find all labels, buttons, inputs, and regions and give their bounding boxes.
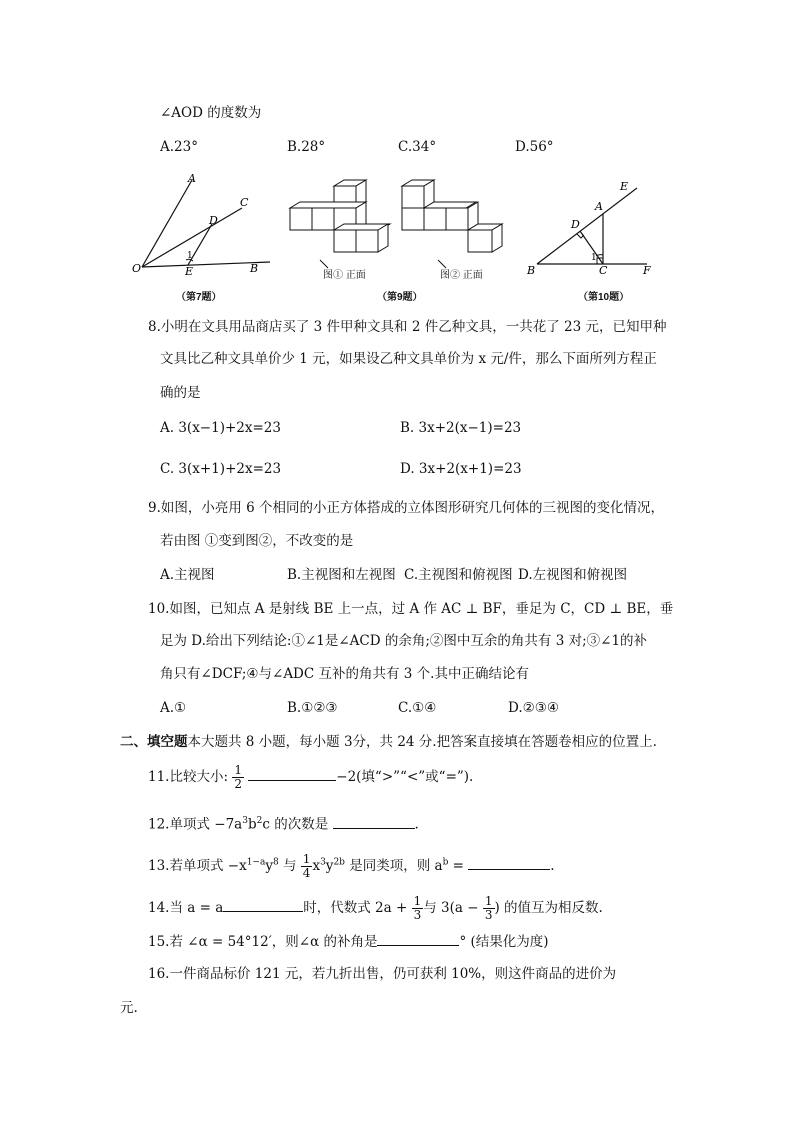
q10-line-3: 角只有∠DCF;④与∠ADC 互补的角共有 3 个.其中正确结论有	[160, 666, 529, 682]
section-2-heading	[120, 733, 657, 751]
q9-option-d: D.左视图和俯视图	[518, 567, 628, 583]
fig10-label-d: D	[571, 218, 580, 231]
fig9-caption: （第9题）	[377, 292, 423, 303]
q10-line-1: 10.如图，已知点 A 是射线 BE 上一点，过 A 作 AC ⊥ BF，垂足为 C，CD ⊥ BE，垂	[148, 601, 674, 617]
q9-option-c: C.主视图和俯视图	[404, 567, 513, 583]
q12-answer-blank[interactable]	[333, 816, 415, 829]
fig10-label-e: E	[620, 180, 629, 193]
fig10-label-b: B	[527, 264, 536, 276]
fig7-label-b: B	[250, 262, 259, 275]
q11-answer-blank[interactable]	[248, 768, 336, 781]
q16-line-1: 16.一件商品标价 121 元，若九折出售，仍可获利 10%，则这件商品的进价为	[148, 966, 617, 982]
q11-fraction: $\frac{1}{2}$	[234, 763, 242, 791]
fig9-label-1: 图① 正面	[323, 270, 366, 281]
fig10-label-f: F	[643, 264, 651, 276]
q16-line-2: 元.	[120, 1000, 138, 1016]
q7-stem-tail: ∠AOD 的度数为	[160, 105, 262, 121]
q8-line-2: 文具比乙种文具单价少 1 元，如果设乙种文具单价为 x 元/件，那么下面所列方程正	[160, 351, 657, 367]
q8-option-c: C. 3(x+1)+2x=23	[160, 461, 282, 477]
q10-option-d: D.②③④	[508, 700, 559, 716]
figure-q10-triangle	[525, 176, 665, 276]
q13-fraction: $\frac{1}{4}$	[302, 852, 311, 880]
q15-answer-blank[interactable]	[377, 933, 459, 946]
figure-q9-cubes-2	[398, 178, 513, 278]
fig7-label-d: D	[209, 214, 218, 227]
q12: 12.单项式 $-7a^3b^2c$ 的次数是 .	[148, 816, 419, 833]
fig10-label-1: 1	[591, 253, 597, 263]
q9-line-1: 9.如图，小亮用 6 个相同的小正方体搭成的立体图形研究几何体的三视图的变化情况，	[148, 500, 665, 516]
fig10-caption: （第10题）	[578, 292, 630, 303]
fig10-label-a: A	[595, 200, 603, 213]
q8-line-3: 确的是	[160, 385, 201, 401]
fig7-label-1: 1	[187, 251, 193, 261]
q10-option-c: C.①④	[398, 700, 437, 716]
q8-option-a: A. 3(x−1)+2x=23	[160, 420, 281, 436]
figure-q9-cubes	[282, 178, 397, 278]
q9-line-2: 若由图 ①变到图②，不改变的是	[160, 533, 354, 549]
q8-option-b: B. 3x+2(x−1)=23	[400, 420, 522, 436]
q7-option-a: A.23°	[160, 139, 198, 155]
q8-option-d: D. 3x+2(x+1)=23	[400, 461, 522, 477]
fig7-label-e: E	[185, 265, 194, 278]
fig7-caption: （第7题）	[176, 292, 222, 303]
section-2-desc: 本大题共 8 小题，每小题 3分，共 24 分.把答案直接填在答题卷相应的位置上.	[187, 734, 657, 750]
section-2-title: 二、填空题	[120, 734, 188, 750]
q13: 13.若单项式 $-x^{1-a}y^8$ 与 $\frac{1}{4}$ $x^3y^{2b}$ 是同类项，则 $a^b$ = .	[148, 852, 555, 880]
q14: 14.当 a = a 时，代数式 2a + $\frac{1}{3}$ 与 3(a − $\frac{1}{3}$ ) 的值互为相反数.	[148, 894, 603, 922]
q10-line-2: 足为 D.给出下列结论:①∠1是∠ACD 的余角;②图中互余的角共有 3 对;③∠1的补	[160, 633, 648, 649]
fig9-label-2: 图② 正面	[440, 270, 483, 281]
figure-q7-angles	[130, 168, 280, 278]
fig7-label-o: O	[132, 262, 142, 275]
q10-option-a: A.①	[160, 700, 187, 716]
q11-prefix: 11.比较大小:	[148, 769, 229, 785]
q13-answer-blank[interactable]	[468, 857, 550, 870]
q7-option-c: C.34°	[398, 139, 437, 155]
q8-line-1: 8.小明在文具用品商店买了 3 件甲种文具和 2 件乙种文具，一共花了 23 元，已知甲种	[148, 319, 667, 335]
fig10-label-c: C	[599, 264, 608, 276]
q7-option-d: D.56°	[515, 139, 554, 155]
q10-option-b: B.①②③	[287, 700, 338, 716]
fig7-label-c: C	[240, 196, 249, 209]
q14-answer-blank[interactable]	[223, 899, 303, 912]
q9-option-b: B.主视图和左视图	[287, 567, 396, 583]
q11	[148, 764, 473, 791]
q9-option-a: A.主视图	[160, 567, 215, 583]
q11-suffix: −2(填“>”“<”或“=”).	[336, 769, 474, 785]
q15: 15.若 ∠α = 54°12′，则∠α 的补角是 ° (结果化为度)	[148, 934, 549, 950]
fig7-label-a: A	[188, 172, 196, 185]
q7-option-b: B.28°	[287, 139, 326, 155]
